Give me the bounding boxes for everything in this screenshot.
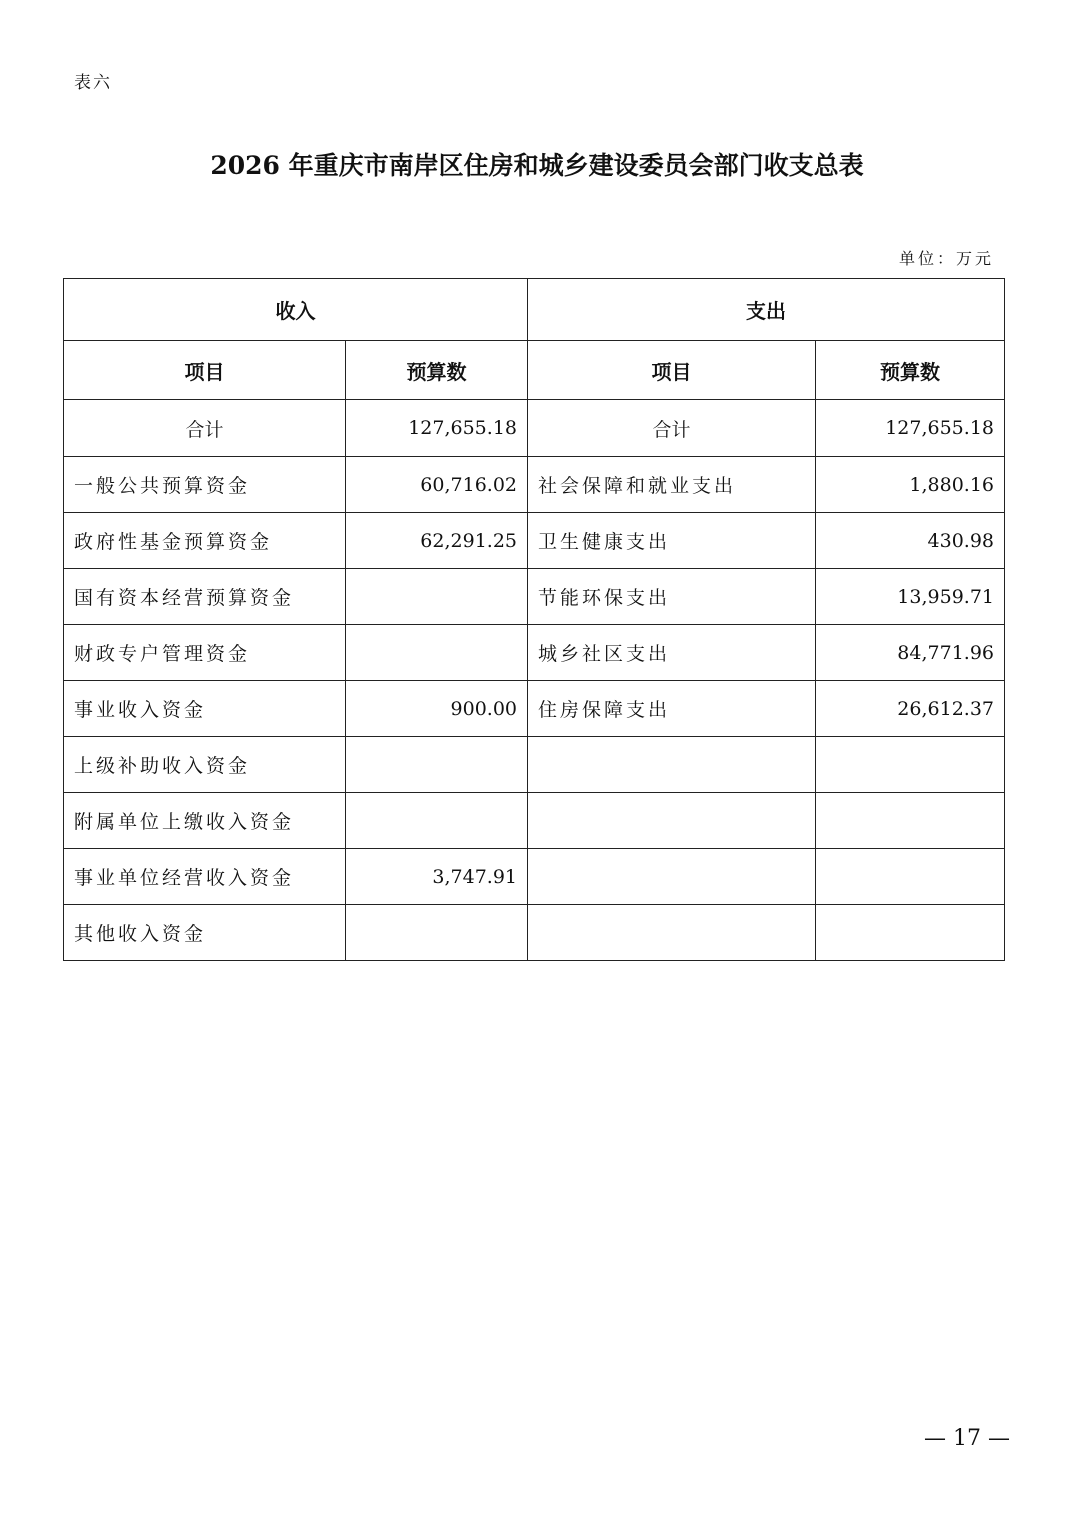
income-value-cell <box>346 737 528 793</box>
expense-section-header: 支出 <box>528 279 1005 341</box>
income-item-cell: 上级补助收入资金 <box>64 737 346 793</box>
expense-value-cell <box>816 793 1005 849</box>
expense-item-header: 项目 <box>528 341 816 400</box>
expense-item-cell <box>528 737 816 793</box>
page-number: — 17 — <box>924 1426 1010 1451</box>
income-value-cell: 3,747.91 <box>346 849 528 905</box>
income-value-cell: 900.00 <box>346 681 528 737</box>
income-item-cell: 政府性基金预算资金 <box>64 513 346 569</box>
income-item-cell: 事业收入资金 <box>64 681 346 737</box>
expense-value-cell <box>816 849 1005 905</box>
budget-summary-table <box>63 278 1005 961</box>
income-value-cell <box>346 625 528 681</box>
income-value-cell <box>346 793 528 849</box>
table-row <box>64 457 1005 513</box>
table-row <box>64 905 1005 961</box>
table-row <box>64 513 1005 569</box>
expense-budget-header: 预算数 <box>816 341 1005 400</box>
table-number-label: 表六 <box>74 73 112 93</box>
total-row <box>64 400 1005 457</box>
expense-item-cell <box>528 849 816 905</box>
table-row <box>64 737 1005 793</box>
income-item-cell: 附属单位上缴收入资金 <box>64 793 346 849</box>
table-row <box>64 569 1005 625</box>
expense-value-cell: 13,959.71 <box>816 569 1005 625</box>
expense-value-cell <box>816 905 1005 961</box>
expense-item-cell <box>528 793 816 849</box>
income-item-cell: 国有资本经营预算资金 <box>64 569 346 625</box>
income-value-cell <box>346 569 528 625</box>
income-item-cell: 其他收入资金 <box>64 905 346 961</box>
income-item-cell: 财政专户管理资金 <box>64 625 346 681</box>
income-item-header: 项目 <box>64 341 346 400</box>
table-row <box>64 793 1005 849</box>
table-row <box>64 625 1005 681</box>
expense-item-cell: 节能环保支出 <box>528 569 816 625</box>
expense-value-cell: 26,612.37 <box>816 681 1005 737</box>
expense-value-cell: 84,771.96 <box>816 625 1005 681</box>
expense-value-cell: 1,880.16 <box>816 457 1005 513</box>
expense-item-cell: 社会保障和就业支出 <box>528 457 816 513</box>
income-budget-header: 预算数 <box>346 341 528 400</box>
table-row <box>64 849 1005 905</box>
expense-value-cell: 430.98 <box>816 513 1005 569</box>
page-title: 2026 年重庆市南岸区住房和城乡建设委员会部门收支总表 <box>210 151 864 180</box>
expense-item-cell <box>528 905 816 961</box>
expense-total-value: 127,655.18 <box>816 400 1005 457</box>
income-item-cell: 一般公共预算资金 <box>64 457 346 513</box>
income-total-value: 127,655.18 <box>346 400 528 457</box>
income-value-cell: 62,291.25 <box>346 513 528 569</box>
expense-total-label: 合计 <box>528 400 816 457</box>
income-total-label: 合计 <box>64 400 346 457</box>
column-header-row <box>64 341 1005 400</box>
section-header-row <box>64 279 1005 341</box>
expense-item-cell: 卫生健康支出 <box>528 513 816 569</box>
income-section-header: 收入 <box>64 279 528 341</box>
income-item-cell: 事业单位经营收入资金 <box>64 849 346 905</box>
table-row <box>64 681 1005 737</box>
expense-item-cell: 城乡社区支出 <box>528 625 816 681</box>
income-value-cell: 60,716.02 <box>346 457 528 513</box>
income-value-cell <box>346 905 528 961</box>
expense-item-cell: 住房保障支出 <box>528 681 816 737</box>
expense-value-cell <box>816 737 1005 793</box>
unit-label: 单位：万元 <box>898 249 994 268</box>
